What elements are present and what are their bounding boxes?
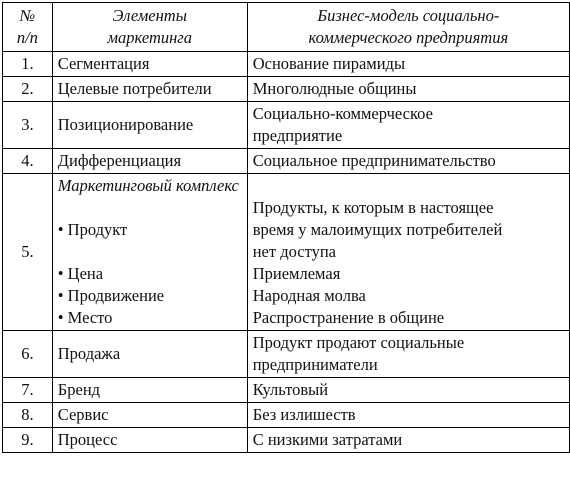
row-number: 5.	[3, 174, 53, 331]
header-business-model	[247, 3, 569, 52]
complex-model-line: Распространение в общине	[252, 308, 445, 327]
complex-item-place: • Место	[57, 308, 113, 327]
row-model-line: предприятие	[252, 126, 343, 145]
row-number: 8.	[3, 403, 53, 428]
table-row	[3, 52, 570, 77]
row-number: 4.	[3, 149, 53, 174]
header-model-line2: коммерческого предприятия	[308, 28, 509, 47]
complex-item-price: • Цена	[57, 264, 104, 283]
complex-elements	[52, 174, 247, 331]
header-number	[3, 3, 53, 52]
header-model-line1: Бизнес-модель социально-	[317, 6, 500, 25]
complex-item-product-cell	[58, 197, 242, 263]
table-row	[3, 428, 570, 453]
row-model	[247, 102, 569, 149]
complex-model-line: Народная молва	[252, 286, 366, 305]
row-model	[247, 331, 569, 378]
marketing-table	[2, 2, 570, 453]
row-element: Сегментация	[52, 52, 247, 77]
row-number: 3.	[3, 102, 53, 149]
table-row	[3, 403, 570, 428]
complex-model-line: Продукты, к которым в настоящее	[252, 198, 494, 217]
row-element: Бренд	[52, 378, 247, 403]
header-elements-line2: маркетинга	[107, 28, 192, 47]
row-number: 6.	[3, 331, 53, 378]
row-number: 2.	[3, 77, 53, 102]
row-number: 7.	[3, 378, 53, 403]
complex-title: Маркетинговый комплекс	[57, 176, 239, 195]
table-row	[3, 149, 570, 174]
complex-model-line: нет доступа	[252, 242, 336, 261]
table-row	[3, 378, 570, 403]
row-model-line: предприниматели	[252, 355, 378, 374]
row-element: Дифференциация	[52, 149, 247, 174]
row-element: Позиционирование	[52, 102, 247, 149]
row-number: 1.	[3, 52, 53, 77]
complex-spacer	[253, 175, 564, 197]
header-elements-line1: Элементы	[112, 6, 187, 25]
row-model: Культовый	[247, 378, 569, 403]
table-row	[3, 102, 570, 149]
complex-item-product: • Продукт	[57, 220, 128, 239]
row-model-line: Социально-коммерческое	[252, 104, 433, 123]
header-elements	[52, 3, 247, 52]
row-element: Процесс	[52, 428, 247, 453]
complex-model-line: Приемлемая	[252, 264, 341, 283]
table-row	[3, 331, 570, 378]
table-header-row	[3, 3, 570, 52]
header-number-line2: п/п	[16, 28, 38, 47]
complex-model	[247, 174, 569, 331]
row-model: С низкими затратами	[247, 428, 569, 453]
row-model-line: Продукт продают социальные	[252, 333, 465, 352]
header-number-line1: №	[19, 6, 36, 25]
row-model: Основание пирамиды	[247, 52, 569, 77]
row-element: Продажа	[52, 331, 247, 378]
complex-model-line: время у малоимущих потребителей	[252, 220, 503, 239]
row-element: Сервис	[52, 403, 247, 428]
complex-item-promotion: • Продвижение	[57, 286, 165, 305]
row-number: 9.	[3, 428, 53, 453]
table-row	[3, 77, 570, 102]
marketing-complex-row	[3, 174, 570, 331]
row-element: Целевые потребители	[52, 77, 247, 102]
row-model: Без излишеств	[247, 403, 569, 428]
row-model: Многолюдные общины	[247, 77, 569, 102]
row-model: Социальное предпринимательство	[247, 149, 569, 174]
